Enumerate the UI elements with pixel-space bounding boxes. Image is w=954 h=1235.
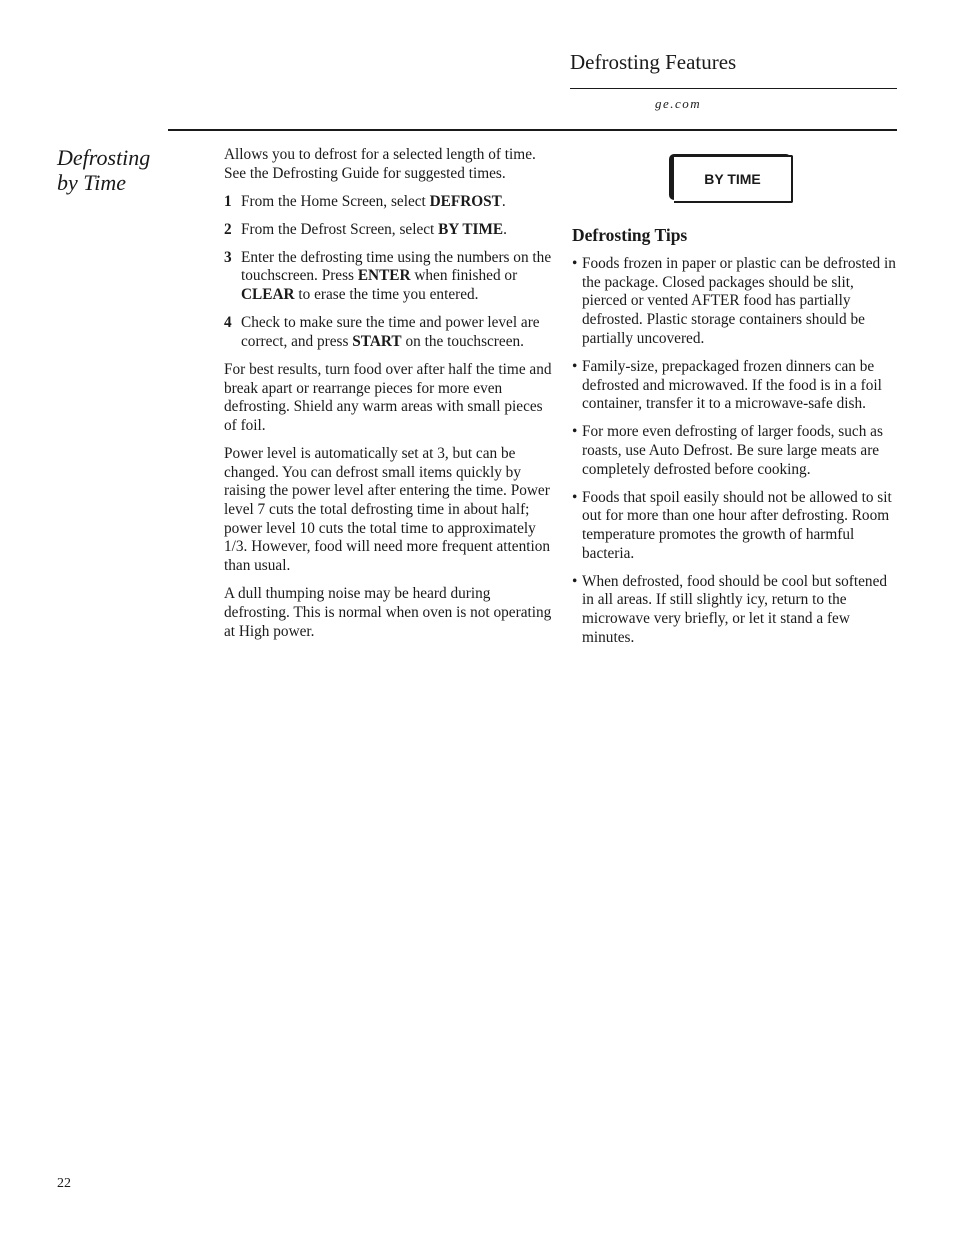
step-keyword: BY TIME: [438, 220, 504, 238]
step-item: [224, 249, 554, 305]
section-title: Defrosting Features: [570, 50, 737, 74]
tips-list: [572, 255, 897, 648]
bullet-icon: •: [572, 423, 578, 441]
tip-text: Foods frozen in paper or plastic can be defrosted in the package. Closed packages should be slit, pierced or vented AFTER food has partially defrosted. Plastic storage containers should be partially uncovered.: [582, 255, 896, 347]
tip-text: Family-size, prepackaged frozen dinners can be defrosted and microwaved. If the food is in a foil container, transfer it to a microwave-safe dish.: [582, 357, 882, 413]
page-number: 22: [57, 1176, 71, 1191]
by-time-button: BY TIME: [674, 155, 793, 203]
step-text: From the Home Screen, select DEFROST.: [241, 192, 506, 210]
by-time-key-illustration: [669, 154, 795, 204]
step-text: Check to make sure the time and power level are correct, and press START on the touchscreen.: [241, 314, 540, 350]
step-keyword: START: [352, 332, 402, 350]
body-paragraph: Power level is automatically set at 3, but can be changed. You can defrost small items quickly by raising the power level after entering the time. Power level 7 cuts the total defrosting time in about half; power level 10 cuts the total time to approximately 1/3. However, food will need more frequent attention than usual.: [224, 444, 551, 575]
tip-text: For more even defrosting of larger foods, such as roasts, use Auto Defrost. Be sure large meats are completely defrosted before cooking.: [582, 423, 883, 478]
step-number: 3: [224, 248, 232, 266]
content-rule: [168, 129, 897, 131]
step-list: [224, 193, 554, 352]
tip-item: [572, 423, 897, 479]
header-rule: [570, 88, 897, 89]
step-item: [224, 221, 554, 240]
side-heading: [57, 145, 167, 195]
tip-item: [572, 573, 897, 648]
left-column: [224, 146, 554, 651]
step-text: Enter the defrosting time using the numbers on the touchscreen. Press ENTER when finished or CLEAR to erase the time you entered.: [241, 248, 552, 304]
tip-text: When defrosted, food should be cool but softened in all areas. If still slightly icy, return to the microwave very briefly, or let it stand a few minutes.: [582, 572, 888, 646]
bullet-icon: •: [572, 357, 578, 375]
step-item: [224, 314, 554, 351]
step-item: [224, 193, 554, 212]
step-number: 2: [224, 220, 232, 238]
body-paragraph: For best results, turn food over after half the time and break apart or rearrange pieces for more even defrosting. Shield any warm areas with small pieces of foil.: [224, 360, 552, 434]
step-keyword: ENTER: [357, 267, 411, 285]
step-keyword: CLEAR: [241, 286, 295, 304]
step-number: 1: [224, 192, 232, 210]
bullet-icon: •: [572, 488, 578, 506]
body-paragraph: A dull thumping noise may be heard during defrosting. This is normal when oven is not operating at High power.: [224, 585, 552, 640]
tip-item: [572, 358, 897, 414]
step-keyword: DEFROST: [429, 192, 502, 210]
right-column: [572, 146, 897, 657]
bullet-icon: •: [572, 255, 578, 272]
bullet-icon: •: [572, 572, 578, 590]
side-heading-line-1: Defrosting: [57, 145, 151, 170]
side-heading-line-2: by Time: [57, 170, 127, 195]
site-url: ge.com: [655, 96, 702, 111]
intro-text: Allows you to defrost for a selected length of time. See the Defrosting Guide for suggested times.: [224, 146, 536, 182]
tip-item: [572, 489, 897, 564]
tip-text: Foods that spoil easily should not be allowed to sit out for more than one hour after defrosting. Room temperature promotes the growth of harmful bacteria.: [582, 488, 892, 562]
tips-heading: Defrosting Tips: [572, 225, 688, 245]
step-number: 4: [224, 314, 232, 332]
step-text: From the Defrost Screen, select BY TIME.: [241, 220, 507, 238]
tip-item: [572, 255, 897, 349]
